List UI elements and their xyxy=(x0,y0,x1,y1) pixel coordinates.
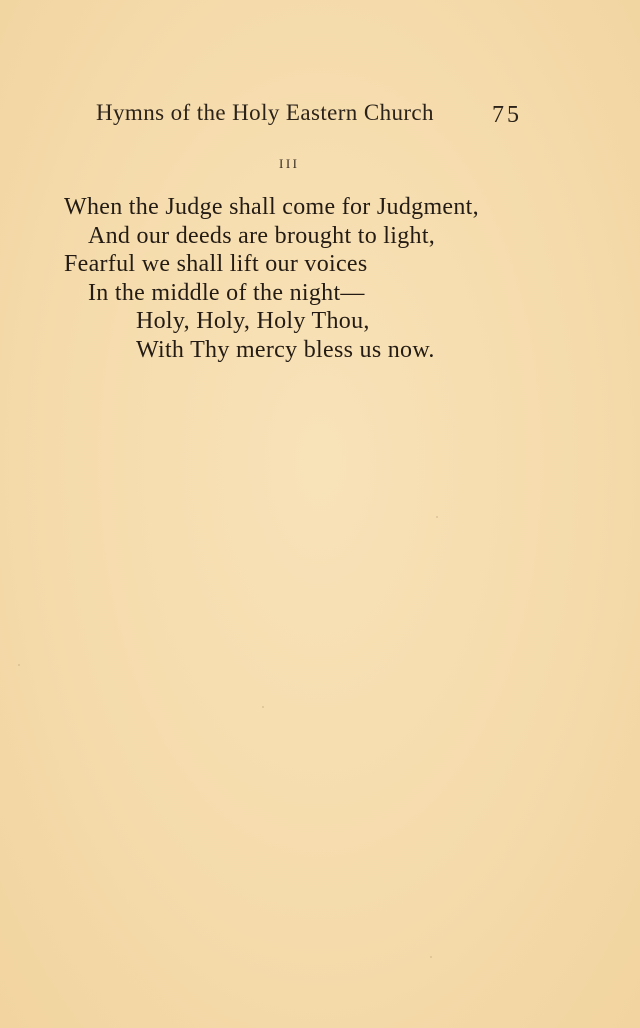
verse-line-2: And our deeds are brought to light, xyxy=(88,222,436,249)
paper-speck xyxy=(262,706,264,708)
running-head-title: Hymns of the Holy Eastern Church xyxy=(96,100,434,125)
paper-speck xyxy=(430,956,432,958)
paper-speck xyxy=(18,664,20,666)
paper-speck xyxy=(436,516,438,518)
page-number: 75 xyxy=(492,102,522,128)
hymn-stanza xyxy=(0,193,479,364)
verse-line-5: Holy, Holy, Holy Thou, xyxy=(136,308,370,334)
section-numeral: III xyxy=(279,156,300,171)
verse-line-4: In the middle of the night— xyxy=(88,279,365,306)
verse-line-1: When the Judge shall come for Judgment, xyxy=(64,194,479,220)
verse-line-3: Fearful we shall lift our voices xyxy=(64,251,368,277)
verse-line-6: With Thy mercy bless us now. xyxy=(136,336,435,363)
